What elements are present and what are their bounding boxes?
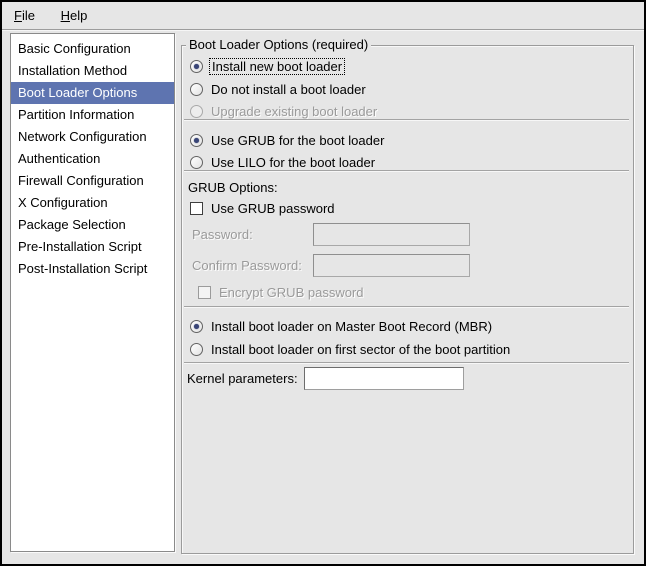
password-field (313, 223, 470, 246)
row-upgrade-existing-boot-loader (190, 102, 379, 120)
menubar (2, 2, 644, 30)
radio-install-mbr[interactable] (190, 320, 203, 333)
radio-do-not-install-boot-loader[interactable] (190, 83, 203, 96)
radio-label-install-first-sector[interactable]: Install boot loader on first sector of the boot partition (211, 341, 511, 357)
category-list (10, 33, 175, 552)
checkbox-encrypt-grub-password (198, 286, 211, 299)
separator (184, 362, 629, 364)
sidebar-item-pre-installation-script[interactable]: Pre-Installation Script (18, 239, 142, 254)
row-grub-options-heading (188, 178, 278, 196)
checkbox-use-grub-password[interactable] (190, 202, 203, 215)
radio-install-first-sector[interactable] (190, 343, 203, 356)
sidebar-item-post-installation-script[interactable]: Post-Installation Script (18, 261, 148, 276)
checkbox-label-encrypt-grub-password: Encrypt GRUB password (219, 284, 364, 300)
row-confirm-password (192, 254, 302, 277)
menu-file[interactable]: File (14, 8, 35, 23)
row-do-not-install-boot-loader (190, 80, 368, 98)
row-use-grub-password (190, 199, 337, 217)
grub-options-heading: GRUB Options: (188, 179, 278, 195)
separator (184, 119, 629, 121)
radio-use-grub[interactable] (190, 134, 203, 147)
sidebar-item-boot-loader-options[interactable]: Boot Loader Options (11, 82, 174, 104)
sidebar-item-partition-information[interactable]: Partition Information (18, 107, 135, 122)
radio-use-lilo[interactable] (190, 156, 203, 169)
sidebar-item-authentication[interactable]: Authentication (18, 151, 101, 166)
confirm-password-label: Confirm Password: (192, 258, 302, 273)
row-encrypt-grub-password (198, 283, 366, 301)
radio-install-new-boot-loader[interactable] (190, 60, 203, 73)
radio-upgrade-existing-boot-loader (190, 105, 203, 118)
sidebar-item-package-selection[interactable]: Package Selection (18, 217, 126, 232)
radio-label-use-grub[interactable]: Use GRUB for the boot loader (211, 132, 385, 148)
radio-label-install-mbr[interactable]: Install boot loader on Master Boot Record (MBR) (211, 318, 493, 334)
row-install-first-sector (190, 340, 512, 358)
kernel-parameters-label: Kernel parameters: (187, 371, 298, 386)
row-install-new-boot-loader (190, 57, 345, 75)
boot-loader-options-frame (181, 37, 634, 554)
kernel-parameters-field[interactable] (304, 367, 464, 390)
password-label: Password: (192, 227, 253, 242)
confirm-password-field (313, 254, 470, 277)
radio-label-install-new-boot-loader[interactable]: Install new boot loader (209, 58, 345, 75)
separator (184, 170, 629, 172)
sidebar-item-x-configuration[interactable]: X Configuration (18, 195, 108, 210)
radio-label-use-lilo[interactable]: Use LILO for the boot loader (211, 154, 376, 170)
checkbox-label-use-grub-password[interactable]: Use GRUB password (211, 200, 335, 216)
row-use-lilo (190, 153, 377, 171)
sidebar-item-firewall-configuration[interactable]: Firewall Configuration (18, 173, 144, 188)
radio-label-do-not-install-boot-loader[interactable]: Do not install a boot loader (211, 81, 366, 97)
sidebar-item-basic-configuration[interactable]: Basic Configuration (18, 41, 131, 56)
separator (184, 306, 629, 308)
row-grub-password (192, 223, 253, 246)
sidebar-item-installation-method[interactable]: Installation Method (18, 63, 128, 78)
sidebar-item-network-configuration[interactable]: Network Configuration (18, 129, 147, 144)
row-install-mbr (190, 317, 494, 335)
frame-title: Boot Loader Options (required) (186, 37, 371, 52)
radio-label-upgrade-existing-boot-loader: Upgrade existing boot loader (211, 103, 378, 119)
row-kernel-parameters (187, 367, 298, 390)
row-use-grub (190, 131, 386, 149)
menu-help[interactable]: Help (60, 8, 88, 23)
